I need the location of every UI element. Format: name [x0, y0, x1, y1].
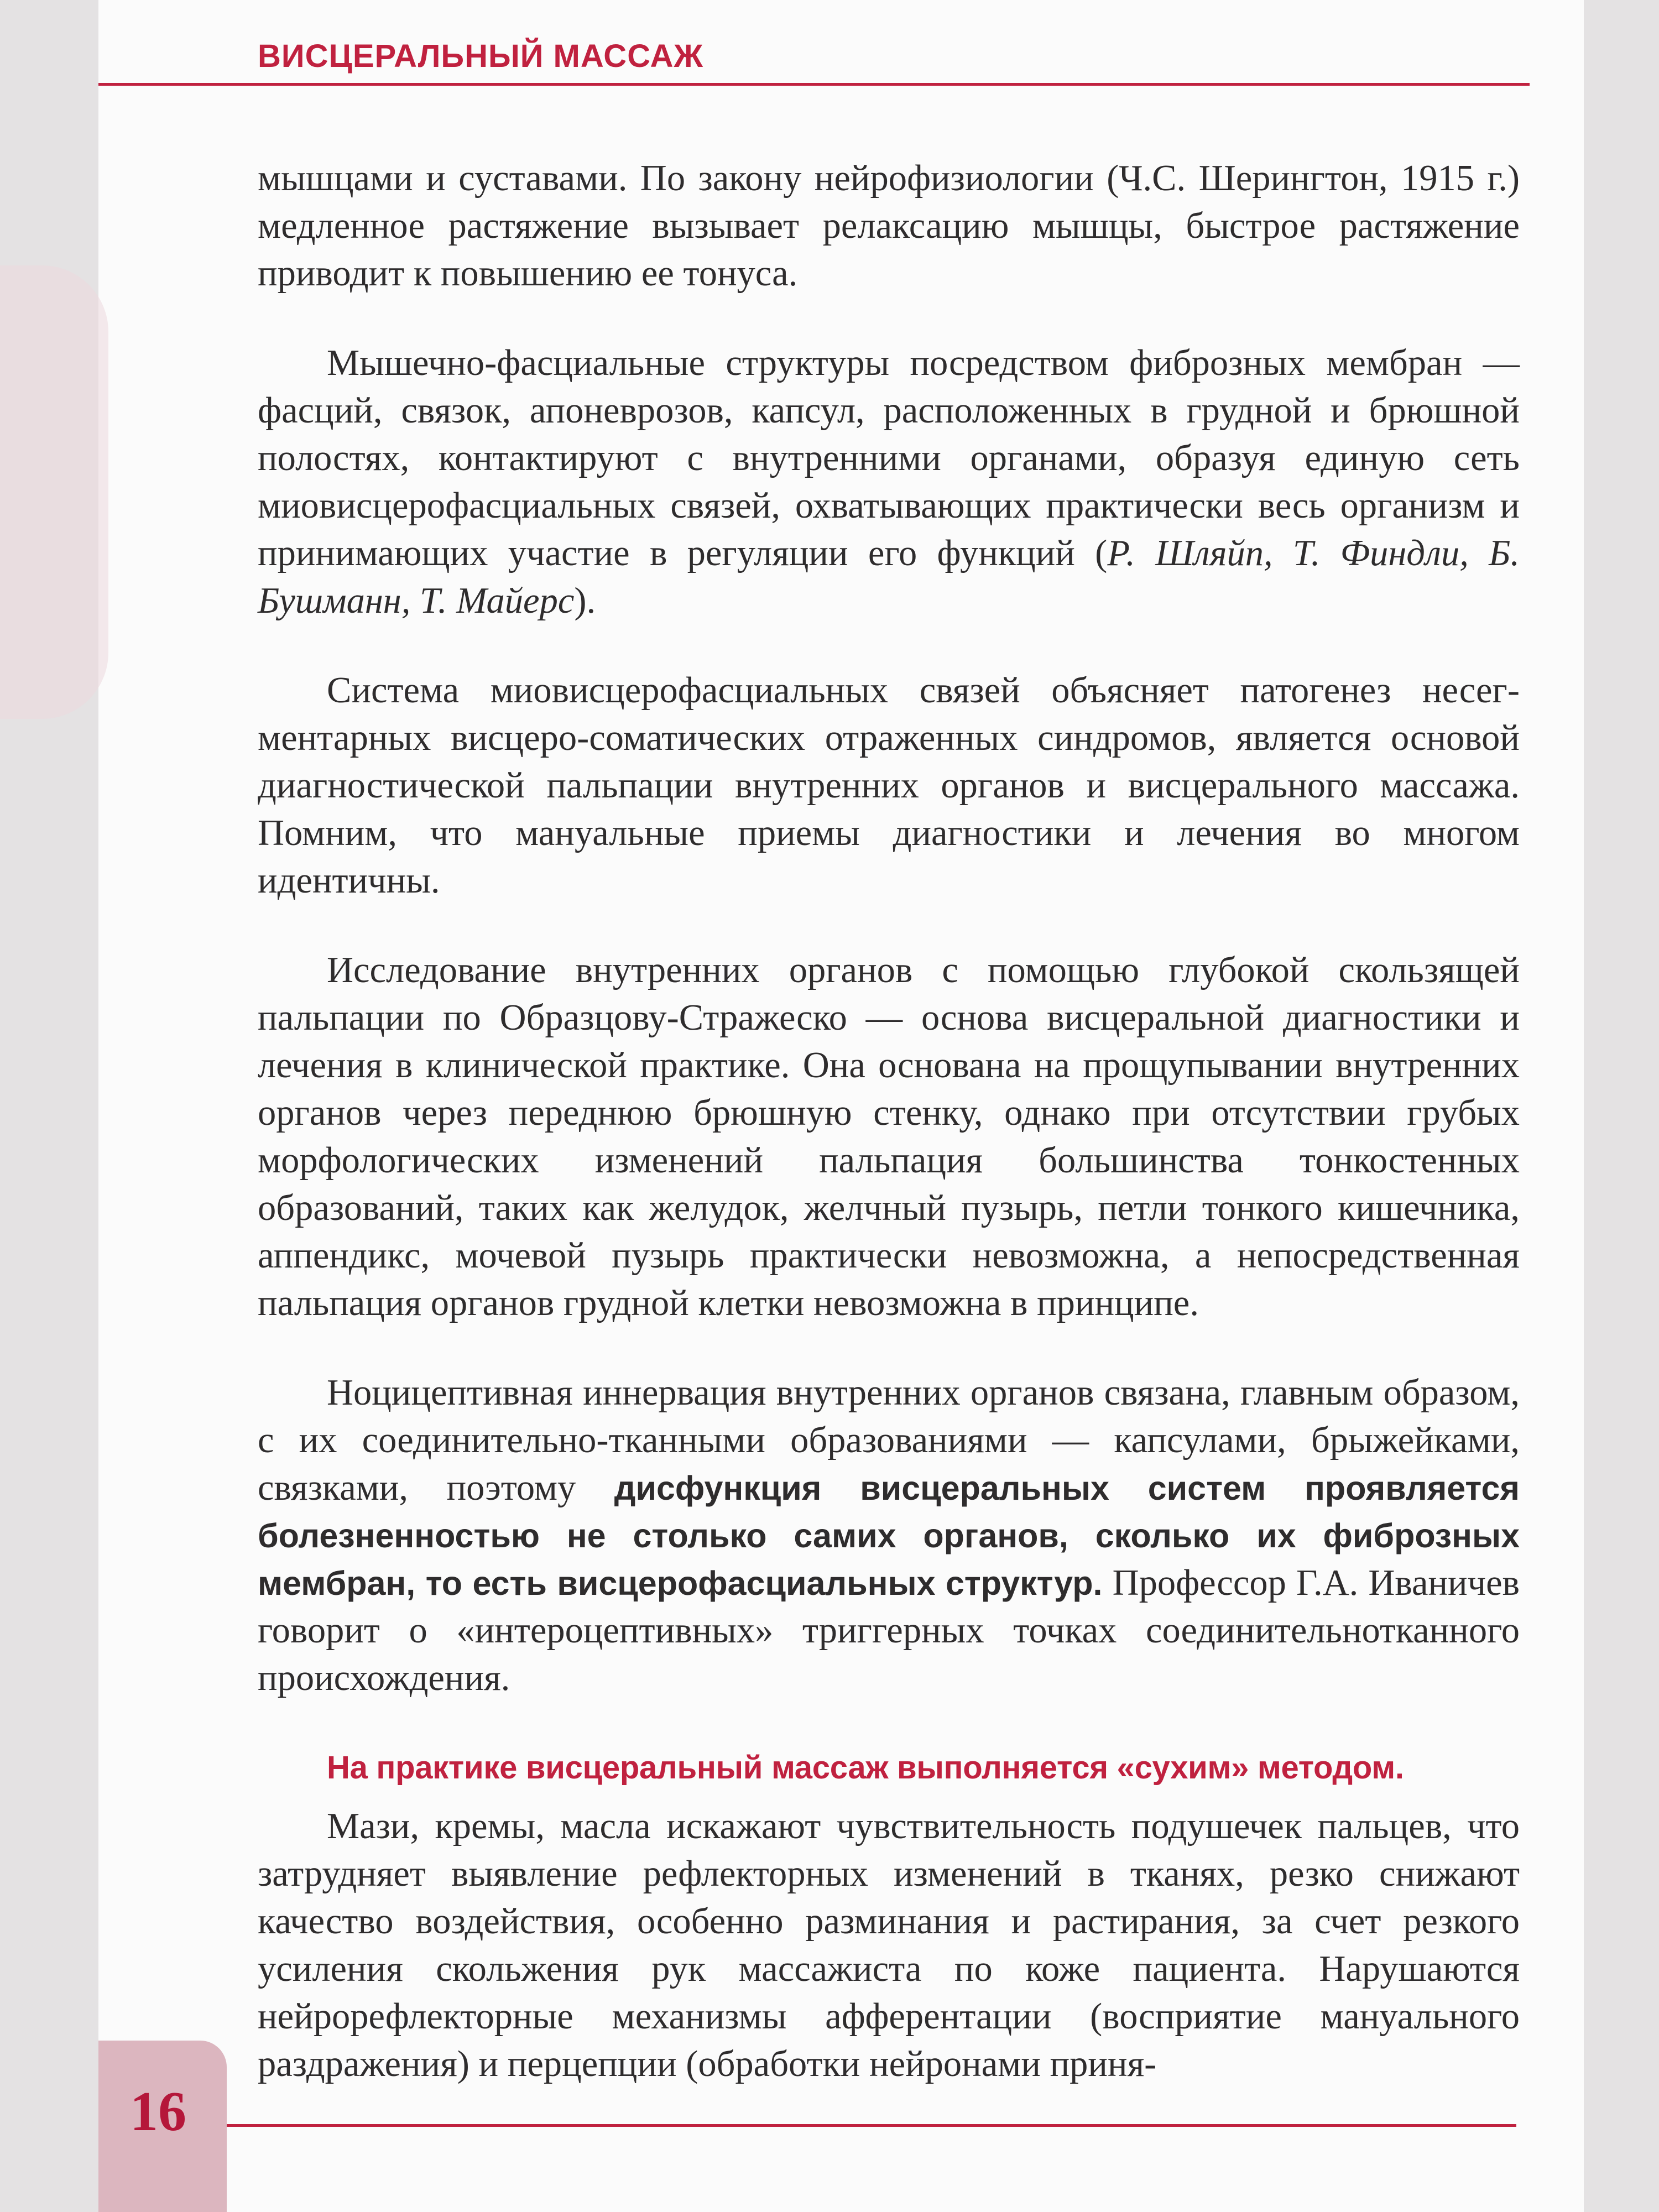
paragraph-palpation-research: Исследование внутренних органов с помощью глубокой скользящей пальпации по Образцову-Стражеско — основа висцеральной диагностики и лечения в клинической практике. Она основана на прощупывании внутренних органов через переднюю брюшную стенку, однако при отсутствии грубых морфологических изменений пальпация большинства тонкостенных образований, таких как желудок, желчный пузырь, петли тонкого кишечника, аппендикс, мочевой пузырь практически невозможна, а непосредственная пальпация органов грудной клетки невозможна в принципе. — [258, 950, 1520, 1323]
running-header-title: ВИСЦЕРАЛЬНЫЙ МАССАЖ — [258, 38, 703, 74]
paragraph-myovisceral-system: Система миовисцерофасциальных связей объясняет патогенез несегментарных висцеро-соматических отраженных синдромов, является основой диагностической пальпации внутренних органов и висцерального массажа. Помним, что мануальные приемы диагностики и лечения во многом идентичны. — [258, 670, 1520, 901]
paragraph-myofascial-structures — [258, 340, 1520, 625]
cited-authors: Р. Шляйп, Т. Финдли, Б. Бушманн, Т. Майерс — [258, 533, 1520, 621]
paragraph-text-end: ). — [574, 581, 596, 621]
page-body — [258, 155, 1520, 2095]
section-subheading: На практике висцеральный массаж выполняется «сухим» методом. — [327, 1750, 1404, 1786]
paragraph-text-end: Профессор Г.А. Иваничев говорит о «интероцептивных» триггерных точках соединительнотканного происхождения. — [258, 1563, 1520, 1698]
paragraph-nociceptive-innervation — [258, 1369, 1520, 1702]
paragraph-text: Ноцицептивная иннервация внутренних органов связана, главным образом, с их соединительно-тканными образованиями — капсулами, брыжейками, связками, поэтому — [258, 1373, 1520, 1508]
paragraph-continuation: мышцами и суставами. По закону нейрофизиологии (Ч.С. Шерингтон, 1915 г.) медленное растяжение вызывает релаксацию мышцы, быстрое растяжение приводит к повышению ее тонуса. — [258, 158, 1520, 294]
page-number: 16 — [130, 2080, 186, 2143]
paragraph-ointments: Мази, кремы, масла искажают чувствительность подушечек пальцев, что затрудняет выявление рефлекторных изменений в тканях, резко снижают качество воздействия, особенно разминания и растирания, за счет резкого усиления скольжения рук массажиста по коже пациента. Нарушаются нейрорефлекторные механизмы афферентации (восприятие мануального раздражения) и перцепции (обработки нейронами приня- — [258, 1806, 1520, 2084]
footer-rule — [227, 2124, 1516, 2127]
header-rule — [98, 83, 1530, 86]
paragraph-text: Мышечно-фасциальные структуры посредством фиброзных мембран — фасций, связок, апоневрозов, капсул, расположенных в грудной и брюшной полостях, контактируют с внутренними органами, образуя единую сеть миовисцерофасциальных связей, охватывающих практически весь организм и принимающих участие в регуляции его функций ( — [258, 343, 1520, 573]
side-thumb-tab — [0, 265, 108, 719]
emphasized-statement: дисфункция висцеральных систем проявляется болезненностью не столько самих органов, сколько их фиброзных мембран, то есть висцерофасциальных структур. — [258, 1469, 1520, 1602]
